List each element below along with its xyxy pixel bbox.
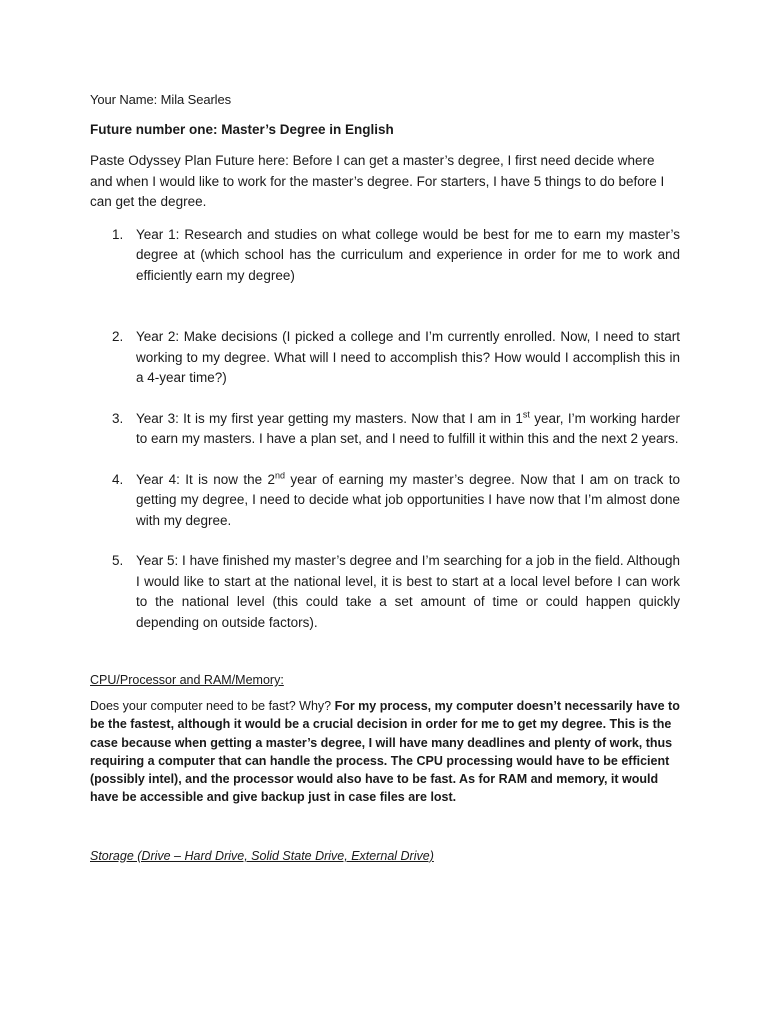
year-text-end: year of earning my master’s degree. Now that I am on track to getting my degree, I need to decide what job opportunities I have now that I’m almost done with my degree.: [136, 471, 681, 528]
cpu-section-heading: CPU/Processor and RAM/Memory:: [90, 673, 284, 687]
year-item-1: [90, 225, 680, 287]
ordinal-suffix: nd: [275, 470, 286, 480]
cpu-question-paragraph: [90, 697, 680, 807]
list-number: 5.: [112, 553, 124, 568]
list-number: 2.: [112, 329, 124, 344]
year-item-3: [90, 409, 680, 450]
cpu-answer: For my process, my computer doesn’t necessarily have to be the fastest, although it would be a crucial decision in order for me to get my degree. This is the case because when getting a master’s degree, I will have many deadlines and plenty of work, thus requiring a computer that can handle the process. The CPU processing would have to be efficient (possibly intel), and the processor would also have to be fast. As for RAM and memory, it would have be accessible and give backup just in case files are lost.: [90, 699, 680, 805]
year-text: Year 2: Make decisions (I picked a college and I’m currently enrolled. Now, I need to start working to my degree. What will I need to accomplish this? How would I accomplish this in a 4-year time?): [136, 329, 680, 385]
year-text-start: Year 3: It is my first year getting my masters. Now that I am in 1: [136, 410, 523, 426]
year-text: Year 5: I have finished my master’s degree and I’m searching for a job in the field. Although I would like to start at the national level, it is best to start at a local level before I can work to the national level (this could take a set amount of time or could happen quickly depending on outside factors).: [136, 553, 680, 630]
year-item-5: [90, 551, 680, 633]
cpu-question: Does your computer need to be fast? Why?: [90, 699, 335, 713]
storage-section-heading: Storage (Drive – Hard Drive, Solid State Drive, External Drive): [90, 848, 434, 863]
year-plan-list: [90, 225, 680, 634]
list-number: 1.: [112, 226, 124, 242]
future-title: Future number one: Master’s Degree in English: [90, 122, 394, 137]
year-text: Year 1: Research and studies on what college would be best for me to earn my master’s degree at (which school has the curriculum and experience in order for me to work and efficiently earn my degree): [136, 226, 680, 283]
ordinal-suffix: st: [522, 409, 530, 419]
list-number: 4.: [112, 471, 124, 487]
document-body: [90, 90, 680, 865]
year-item-4: [90, 470, 680, 532]
student-name: Your Name: Mila Searles: [90, 92, 232, 107]
odyssey-plan-intro: Paste Odyssey Plan Future here: Before I can get a master’s degree, I first need decide where and when I would like to work for the master’s degree. For starters, I have 5 things to do before I can get the degree.: [90, 153, 665, 209]
year-text-start: Year 4: It is now the 2: [136, 471, 276, 487]
year-item-2: [90, 327, 680, 389]
list-number: 3.: [112, 410, 124, 426]
year-text-end: year, I’m working harder to earn my masters. I have a plan set, and I need to fulfill it within this and the next 2 years.: [136, 410, 680, 446]
